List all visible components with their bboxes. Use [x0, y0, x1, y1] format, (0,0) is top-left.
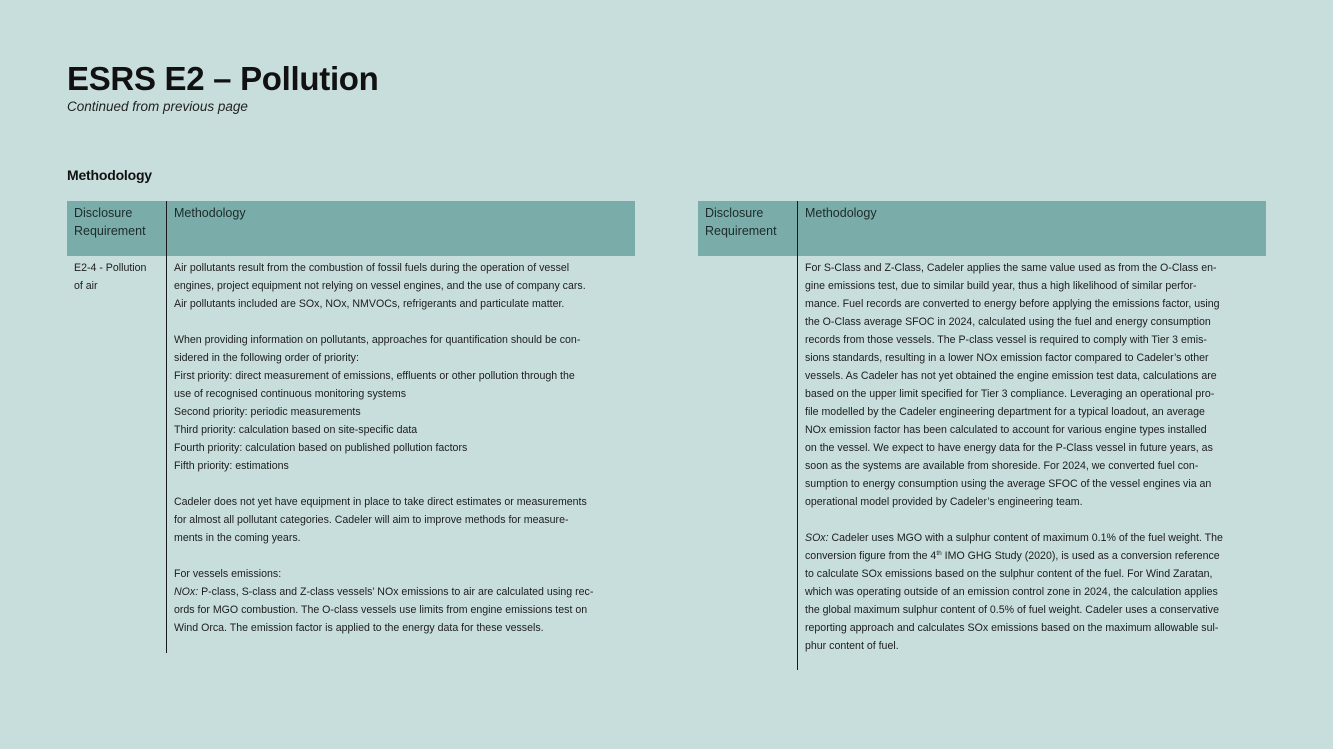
disclosure-requirement-cell: [698, 256, 797, 670]
methodology-table-right: [698, 201, 1266, 670]
text-line: ords for MGO combustion. The O-class vessels use limits from engine emissions test on: [174, 604, 588, 616]
text-line: based on the upper limit specified for Tier 3 compliance. Leveraging an operational pro-: [805, 388, 1215, 400]
text-line: Air pollutants included are SOx, NOx, NMVOCs, refrigerants and particulate matter.: [174, 298, 565, 310]
text-line: mance. Fuel records are converted to energy before applying the emissions factor, using: [805, 298, 1220, 310]
section-heading: Methodology: [67, 167, 152, 183]
sox-text: conversion figure from the 4: [805, 550, 937, 562]
text-line: sidered in the following order of priority:: [174, 352, 359, 364]
header-methodology: Methodology: [797, 201, 1266, 256]
text-line: Wind Orca. The emission factor is applied to the energy data for these vessels.: [174, 622, 544, 634]
methodology-table-left: [67, 201, 635, 653]
table-header: [67, 201, 635, 256]
page-subtitle: Continued from previous page: [67, 99, 248, 114]
text-line: When providing information on pollutants, approaches for quantification should be con-: [174, 334, 581, 346]
text-line: Third priority: calculation based on site-specific data: [174, 424, 418, 436]
disclosure-requirement-cell: [67, 256, 166, 653]
page-title: ESRS E2 – Pollution: [67, 60, 379, 97]
header-methodology: Methodology: [166, 201, 635, 256]
header-disclosure-requirement: [698, 201, 797, 256]
text-line: For S-Class and Z-Class, Cadeler applies the same value used as from the O-Class en-: [805, 262, 1217, 274]
nox-label: NOx:: [174, 586, 199, 598]
text-line: for almost all pollutant categories. Cadeler will aim to improve methods for measure-: [174, 514, 569, 526]
text-line: Cadeler does not yet have equipment in place to take direct estimates or measurements: [174, 496, 587, 508]
text-line: First priority: direct measurement of emissions, effluents or other pollution through the: [174, 370, 575, 382]
text-line: on the vessel. We expect to have energy data for the P-Class vessel in future years, as: [805, 442, 1213, 454]
text-line: operational model provided by Cadeler’s engineering team.: [805, 496, 1083, 508]
text-line: to calculate SOx emissions based on the sulphur content of the fuel. For Wind Zaratan,: [805, 568, 1213, 580]
nox-line: [174, 583, 628, 601]
header-line: Requirement: [705, 224, 777, 238]
requirement-text: of air: [74, 280, 98, 292]
text-line: For vessels emissions:: [174, 568, 282, 580]
text-line: reporting approach and calculates SOx emissions based on the maximum allowable sul-: [805, 622, 1219, 634]
text-line: use of recognised continuous monitoring systems: [174, 388, 407, 400]
text-line: which was operating outside of an emission control zone in 2024, the calculation applies: [805, 586, 1218, 598]
header-disclosure-requirement: [67, 201, 166, 256]
text-line: ments in the coming years.: [174, 532, 301, 544]
text-line: file modelled by the Cadeler engineering department for a typical loadout, an average: [805, 406, 1205, 418]
text-line: Second priority: periodic measurements: [174, 406, 361, 418]
sox-text: IMO GHG Study (2020), is used as a conversion reference: [941, 550, 1220, 562]
text-line: Fifth priority: estimations: [174, 460, 289, 472]
text-line: phur content of fuel.: [805, 640, 899, 652]
text-line: Fourth priority: calculation based on published pollution factors: [174, 442, 468, 454]
text-line: soon as the systems are available from shoreside. For 2024, we converted fuel con-: [805, 460, 1199, 472]
header-line: Requirement: [74, 224, 146, 238]
text-line: sumption to energy consumption using the average SFOC of the vessel engines via an: [805, 478, 1212, 490]
table-row: [698, 256, 1266, 670]
table-row: [67, 256, 635, 653]
text-line: records from those vessels. The P-class vessel is required to comply with Tier 3 emis-: [805, 334, 1207, 346]
superscript: th: [936, 550, 942, 557]
nox-text: P-class, S-class and Z-class vessels’ NOx emissions to air are calculated using rec-: [198, 586, 594, 598]
methodology-cell: [166, 256, 635, 653]
header-line: Disclosure: [705, 206, 764, 220]
sox-label: SOx:: [805, 532, 829, 544]
text-line: sions standards, resulting in a lower NOx emission factor compared to Cadeler’s other: [805, 352, 1209, 364]
table-header: [698, 201, 1266, 256]
methodology-cell: [797, 256, 1266, 670]
text-line: Air pollutants result from the combustion of fossil fuels during the operation of vessel: [174, 262, 570, 274]
text-line: gine emissions test, due to similar build year, thus a high likelihood of similar perfor-: [805, 280, 1197, 292]
text-line: the global maximum sulphur content of 0.5% of fuel weight. Cadeler uses a conservative: [805, 604, 1219, 616]
sox-line: [805, 529, 1259, 547]
text-line: the O-Class average SFOC in 2024, calculated using the fuel and energy consumption: [805, 316, 1211, 328]
sox-text: Cadeler uses MGO with a sulphur content of maximum 0.1% of the fuel weight. The: [828, 532, 1223, 544]
header-line: Disclosure: [74, 206, 133, 220]
requirement-text: E2-4 - Pollution: [74, 262, 147, 274]
text-line: NOx emission factor has been calculated to account for various engine types installed: [805, 424, 1207, 436]
text-line: engines, project equipment not relying on vessel engines, and the use of company cars.: [174, 280, 586, 292]
text-line: vessels. As Cadeler has not yet obtained the engine emission test data, calculations are: [805, 370, 1217, 382]
sox-line: [805, 547, 1259, 565]
